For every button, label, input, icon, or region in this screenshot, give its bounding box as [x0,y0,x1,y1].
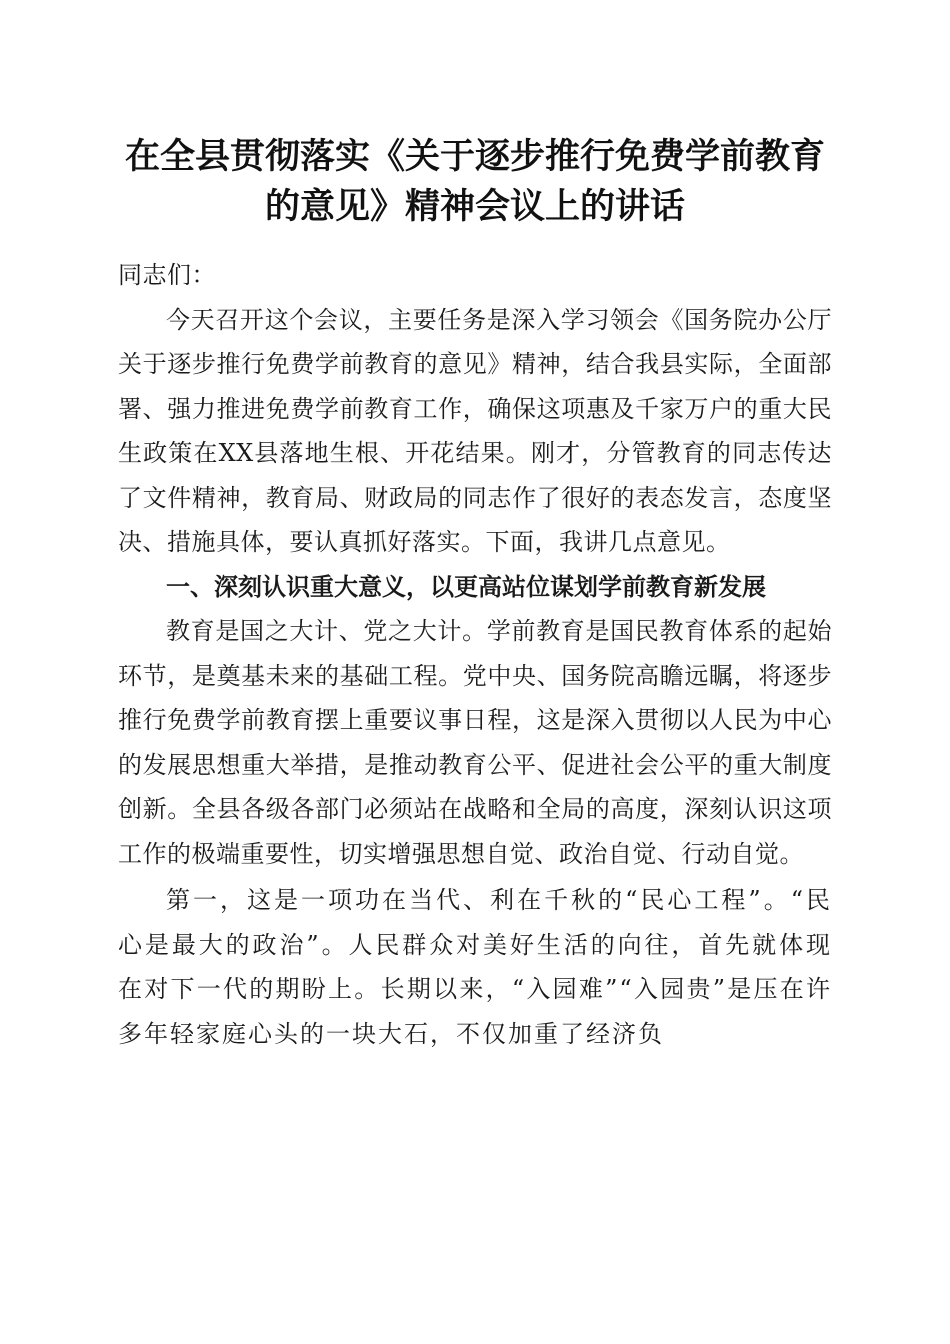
salutation: 同志们： [118,261,216,289]
section-1-paragraph: 教育是国之大计、党之大计。学前教育是国民教育体系的起始环节，是奠基未来的基础工程。党中央、国务院高瞻远瞩，将逐步推行免费学前教育摆上重要议事日程，这是深入贯彻以人民为中心的发展思想重大举措，是推动教育公平、促进社会公平的重大制度创新。全县各级各部门必须站在战略和全局的高度，深刻认识这项工作的极端重要性，切实增强思想自觉、政治自觉、行动自觉。 [118,617,832,868]
point-1-paragraph: 第一，这是一项功在当代、利在千秋的“民心工程”。“民心是最大的政治”。人民群众对美好生活的向往，首先就体现在对下一代的期盼上。长期以来，“入园难”“入园贵”是压在许多年轻家庭心头的一块大石，不仅加重了经济负 [118,886,832,1048]
document-body [118,253,832,1056]
section-1-heading: 一、深刻认识重大意义，以更高站位谋划学前教育新发展 [166,572,766,601]
title-line-2: 的意见》精神会议上的讲话 [264,186,685,227]
document-title [95,132,855,232]
title-line-1: 在全县贯彻落实《关于逐步推行免费学前教育 [124,136,825,177]
intro-paragraph: 今天召开这个会议，主要任务是深入学习领会《国务院办公厅关于逐步推行免费学前教育的意见》精神，结合我县实际，全面部署、强力推进免费学前教育工作，确保这项惠及千家万户的重大民生政策在XX县落地生根、开花结果。刚才，分管教育的同志传达了文件精神，教育局、财政局的同志作了很好的表态发言，态度坚决、措施具体，要认真抓好落实。下面，我讲几点意见。 [118,305,832,556]
